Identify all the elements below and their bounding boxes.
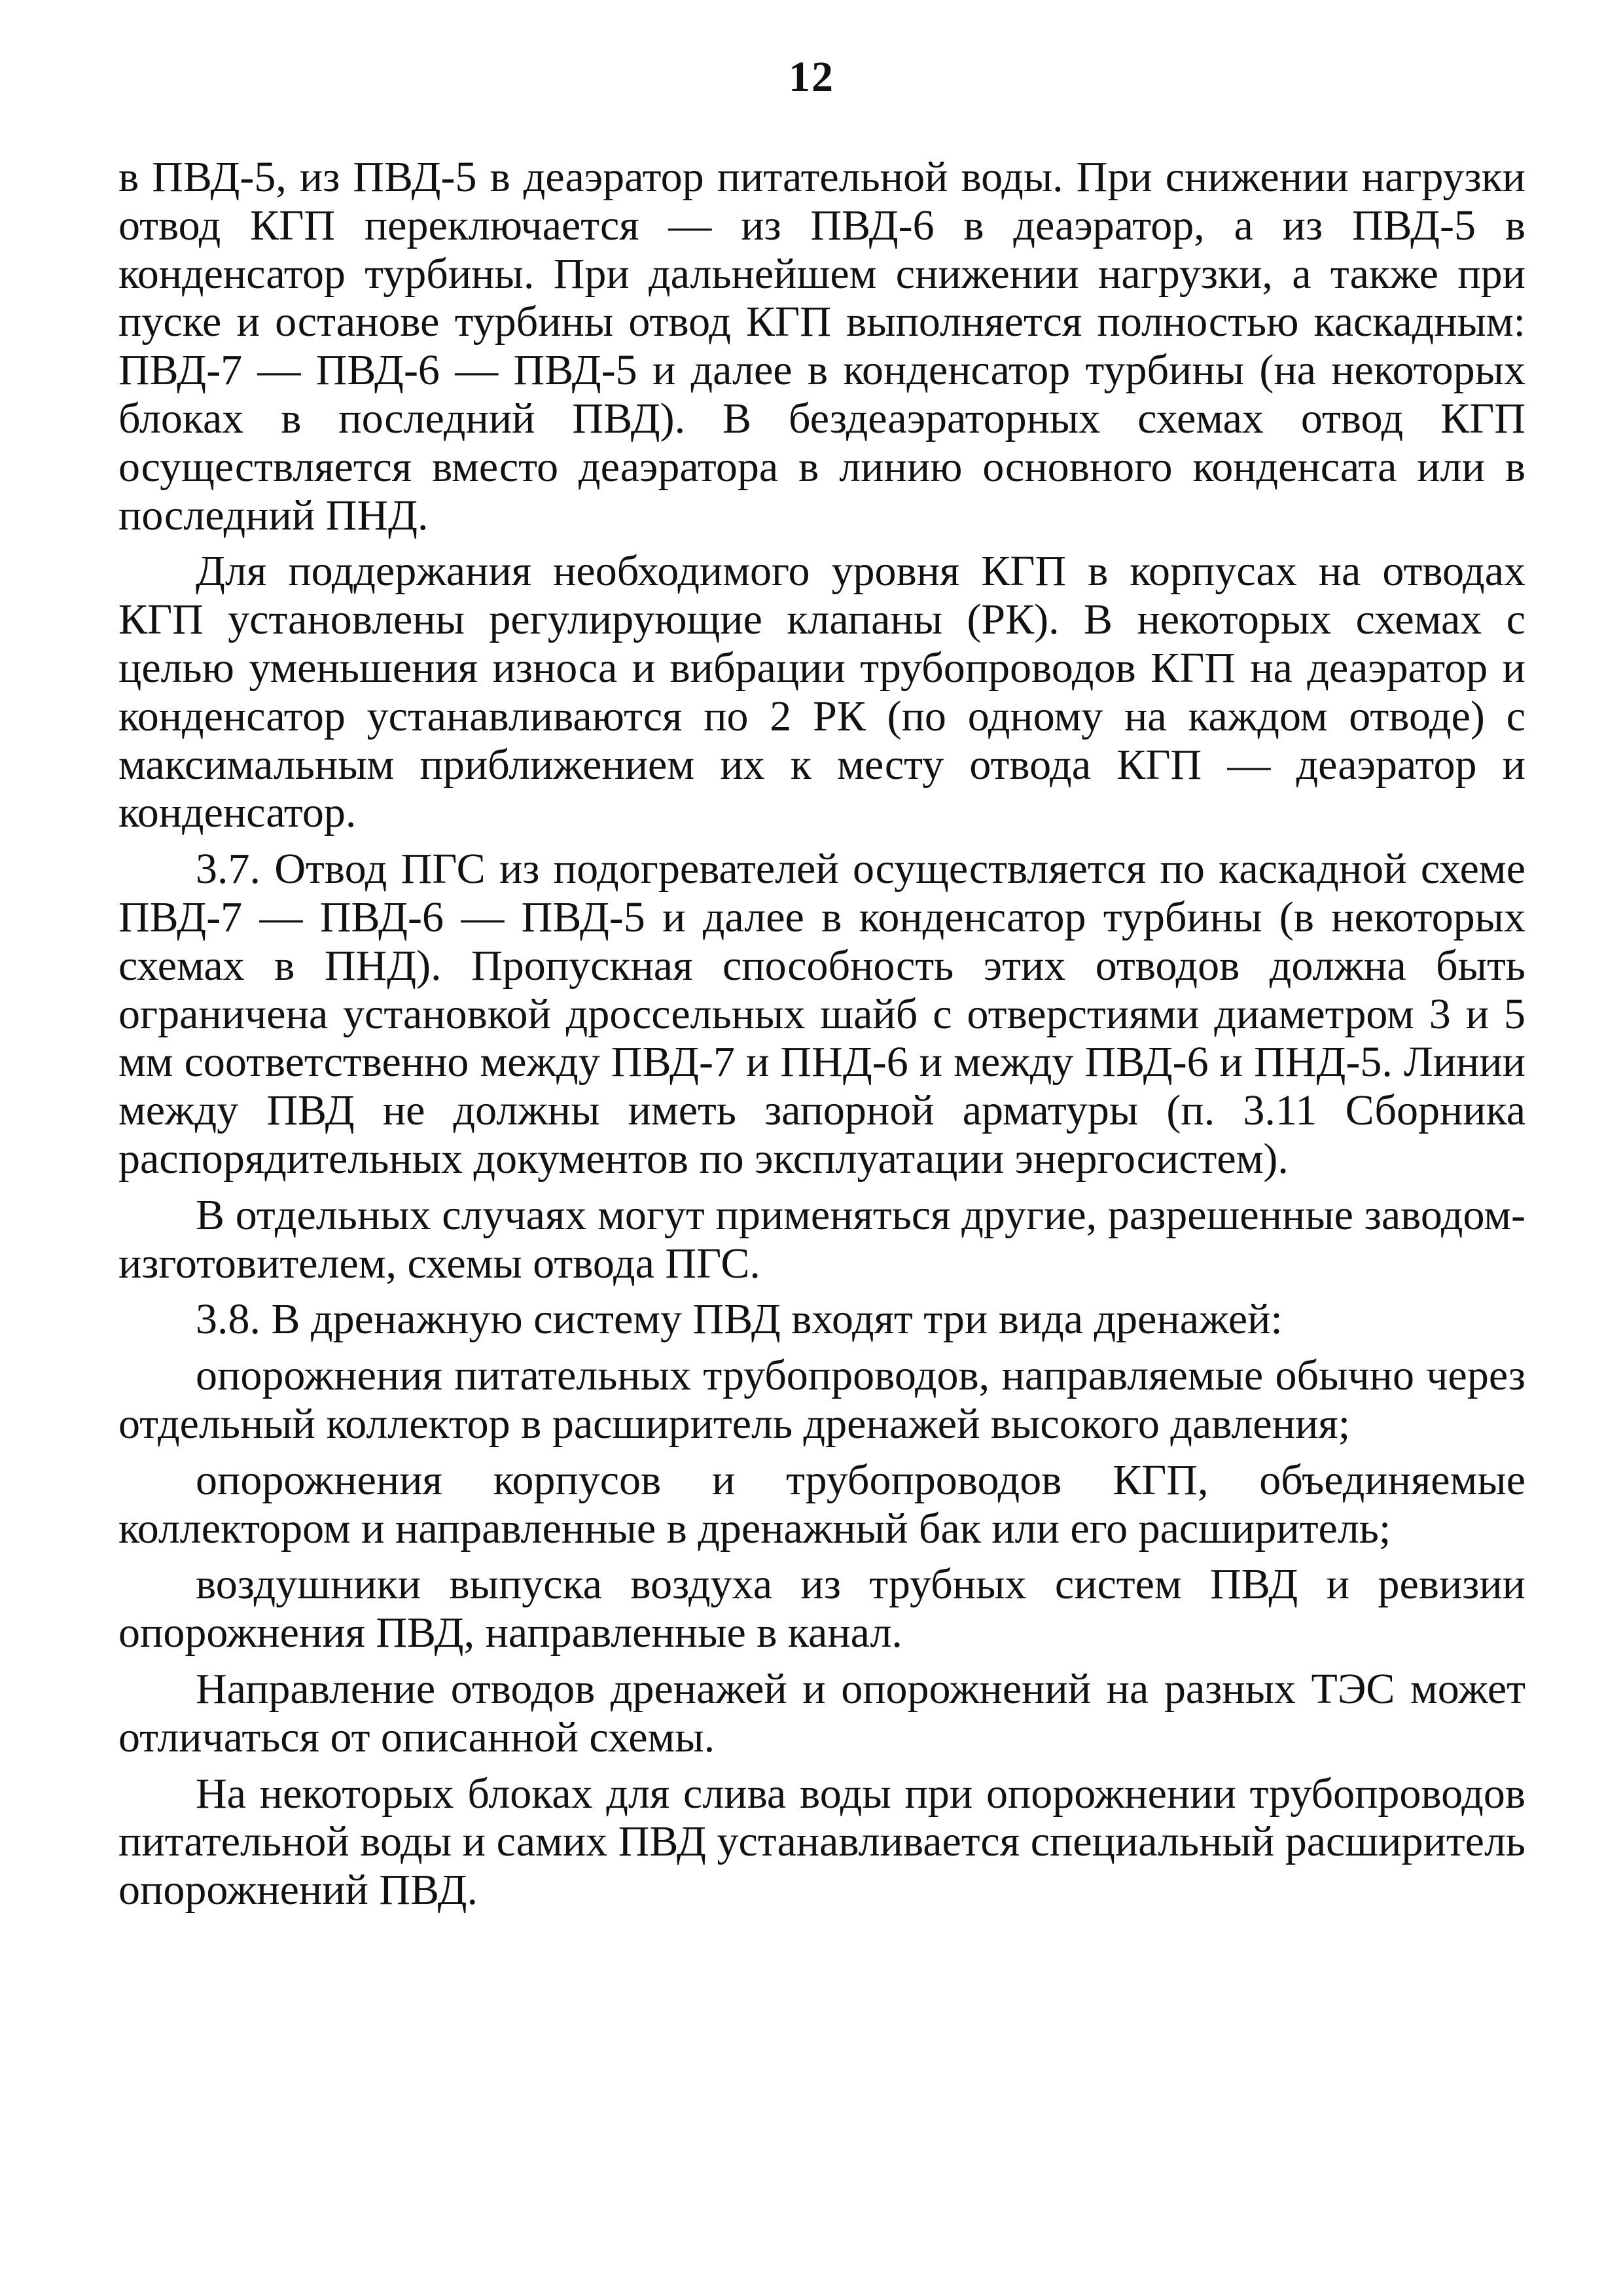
paragraph-3-8: 3.8. В дренажную систему ПВД входят три вида дренажей: — [196, 1295, 1283, 1344]
list-item-air-vents: воздушники выпуска воздуха из трубных систем ПВД и ревизии опорожнения ПВД, направленные в канал. — [118, 1560, 1525, 1657]
list-item-feed-pipelines: опорожнения питательных трубопроводов, направляемые обычно через отдельный коллектор в расширитель дренажей высокого давления; — [118, 1352, 1525, 1448]
paragraph-regulating-valves: Для поддержания необходимого уровня КГП в корпусах на отводах КГП установлены регулирующие клапаны (РК). В некоторых схемах с целью уменьшения износа и вибрации трубопроводов КГП на деаэратор и конденсатор устанавливаются по 2 РК (по одному на каждом отводе) с максимальным приближением их к месту отвода КГП — деаэратор и конденсатор. — [118, 547, 1525, 837]
paragraph-drain-direction: Направление отводов дренажей и опорожнений на разных ТЭС может отличаться от описанной схемы. — [118, 1664, 1525, 1761]
paragraph-other-schemes: В отдельных случаях могут применяться другие, разрешенные заводом-изготовителем, схемы отвода ПГС. — [118, 1191, 1525, 1287]
list-item-housings: опорожнения корпусов и трубопроводов КГП, объединяемые коллектором и направленные в дренажный бак или его расширитель; — [118, 1456, 1525, 1552]
document-body — [118, 153, 1525, 1914]
page-number: 12 — [789, 53, 834, 101]
paragraph-continuation: в ПВД-5, из ПВД-5 в деаэратор питательной воды. При снижении нагрузки отвод КГП переключается — из ПВД-6 в деаэратор, а из ПВД-5 в конденсатор турбины. При дальнейшем снижении нагрузки, а также при пуске и останове турбины отвод КГП выполняется полностью каскадным: ПВД-7 — ПВД-6 — ПВД-5 и далее в конденсатор турбины (на некоторых блоках в последний ПВД). В бездеаэраторных схемах отвод КГП осуществляется вместо деаэратора в линию основного конденсата или в последний ПНД. — [118, 153, 1525, 539]
paragraph-special-expander: На некоторых блоках для слива воды при опорожнении трубопроводов питательной воды и самих ПВД устанавливается специальный расширитель опорожнений ПВД. — [118, 1769, 1525, 1914]
paragraph-3-7: 3.7. Отвод ПГС из подогревателей осуществляется по каскадной схеме ПВД-7 — ПВД-6 — ПВД-5 и далее в конденсатор турбины (в некоторых схемах в ПНД). Пропускная способность этих отводов должна быть ограничена установкой дроссельных шайб с отверстиями диаметром 3 и 5 мм соответственно между ПВД-7 и ПНД-6 и между ПВД-6 и ПНД-5. Линии между ПВД не должны иметь запорной арматуры (п. 3.11 Сборника распорядительных документов по эксплуатации энергосистем). — [118, 845, 1525, 1183]
